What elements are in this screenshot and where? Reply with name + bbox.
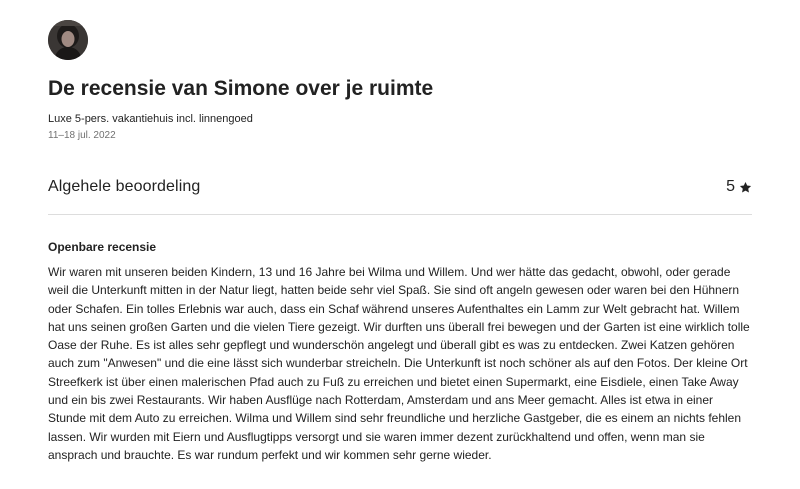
public-review-text: Wir waren mit unseren beiden Kindern, 13 und 16 Jahre bei Wilma und Willem. Und wer hätte das gedacht, obwohl, oder gerade weil die Unterkunft mitten in der Natur liegt, hatten beide sehr viel Spaß. Sie sind oft angeln gewesen oder waren bei den Hühnern oder Schafen. Ein tolles Erlebnis war auch, dass ein Schaf während unseres Aufenthaltes ein Lamm zur Welt gebracht hat. Willem hat uns seinen großen Garten und die vielen Tiere gezeigt. Wir durften uns überall frei bewegen und der Garten ist eine wirklich tolle Oase der Ruhe. Es ist alles sehr gepflegt und wunderschön angelegt und überall gibt es was zu entdecken. Zwei Katzen gehören auch zum "Anwesen" und die eine lässt sich wunderbar streicheln. Die Unterkunft ist noch schöner als auf den Fotos. Der kleine Ort Streefkerk ist über einen malerischen Pfad auch zu Fuß zu erreichen und bietet einen Supermarkt, eine Eisdiele, einen Take Away und ein bis zwei Restaurants. Wir haben Ausflüge nach Rotterdam, Amsterdam und ans Meer gemacht. Alles ist etwa in einer Stunde mit dem Auto zu erreichen. Wilma und Willem sind sehr freundliche und herzliche Gastgeber, die es einem an nichts fehlen lassen. Wir wurden mit Eiern und Ausflugtipps versorgt und sie waren immer dezent zurückhaltend und offen, wenn man sie ansprach und brauchte. Es war rundum perfekt und wir kommen sehr gerne wieder. <box>48 265 750 462</box>
star-icon <box>739 181 752 194</box>
overall-rating-row <box>48 175 752 199</box>
public-review-heading: Openbare recensie <box>48 240 157 254</box>
overall-rating-label: Algehele beoordeling <box>48 178 201 195</box>
stay-dates: 11–18 jul. 2022 <box>48 130 116 141</box>
overall-rating-score <box>726 178 752 196</box>
listing-name: Luxe 5-pers. vakantiehuis incl. linnengoed <box>48 113 253 125</box>
user-avatar-icon <box>48 20 88 60</box>
page-title: De recensie van Simone over je ruimte <box>48 77 434 100</box>
section-divider <box>48 214 752 215</box>
reviewer-avatar[interactable] <box>48 20 88 60</box>
overall-rating-value: 5 <box>726 178 735 195</box>
